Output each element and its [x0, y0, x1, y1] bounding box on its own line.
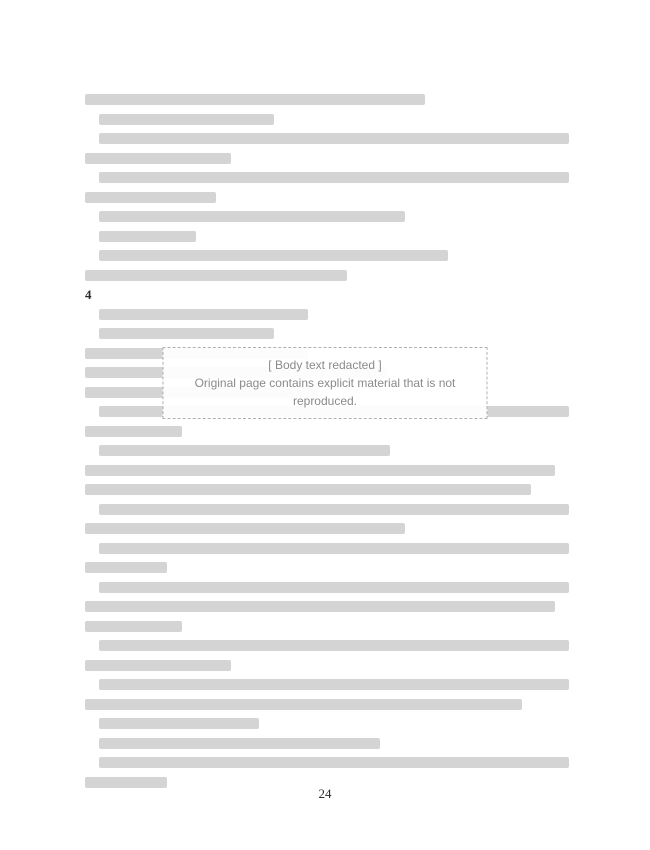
redacted-text-line: [85, 149, 570, 169]
redacted-text-line: [85, 480, 570, 500]
redacted-text-line: [85, 714, 570, 734]
redacted-text-line: [85, 578, 570, 598]
redacted-text-line: [85, 695, 570, 715]
redacted-text-line: [85, 110, 570, 130]
redacted-text-line: [85, 617, 570, 637]
redacted-text-line: [85, 90, 570, 110]
redacted-text-line: [85, 207, 570, 227]
redacted-text-line: [85, 441, 570, 461]
redacted-text-line: [85, 636, 570, 656]
redacted-text-line: [85, 675, 570, 695]
section-marker: 4: [85, 286, 92, 302]
text-block: [85, 90, 570, 792]
redacted-text-line: [85, 753, 570, 773]
redacted-text-line: [85, 305, 570, 325]
redacted-text-line: [85, 461, 570, 481]
redacted-text-line: [85, 227, 570, 247]
redacted-text-line: [85, 656, 570, 676]
redacted-text-line: [85, 324, 570, 344]
redacted-text-line: [85, 597, 570, 617]
redacted-text-line: [85, 558, 570, 578]
redacted-text-line: [85, 500, 570, 520]
redacted-text-line: [85, 734, 570, 754]
redacted-text-line: [85, 422, 570, 442]
redacted-text-line: [85, 519, 570, 539]
redacted-text-line: [85, 129, 570, 149]
redacted-text-line: [85, 168, 570, 188]
redaction-notice-title: [ Body text redacted ]: [268, 357, 382, 372]
redaction-notice: [163, 347, 488, 419]
redacted-text-line: [85, 246, 570, 266]
redaction-notice-detail: Original page contains explicit material that is not reproduced.: [194, 375, 456, 408]
redacted-text-line: [85, 188, 570, 208]
redacted-text-line: [85, 266, 570, 286]
page-number: 24: [318, 786, 332, 801]
redacted-text-line: [85, 539, 570, 559]
